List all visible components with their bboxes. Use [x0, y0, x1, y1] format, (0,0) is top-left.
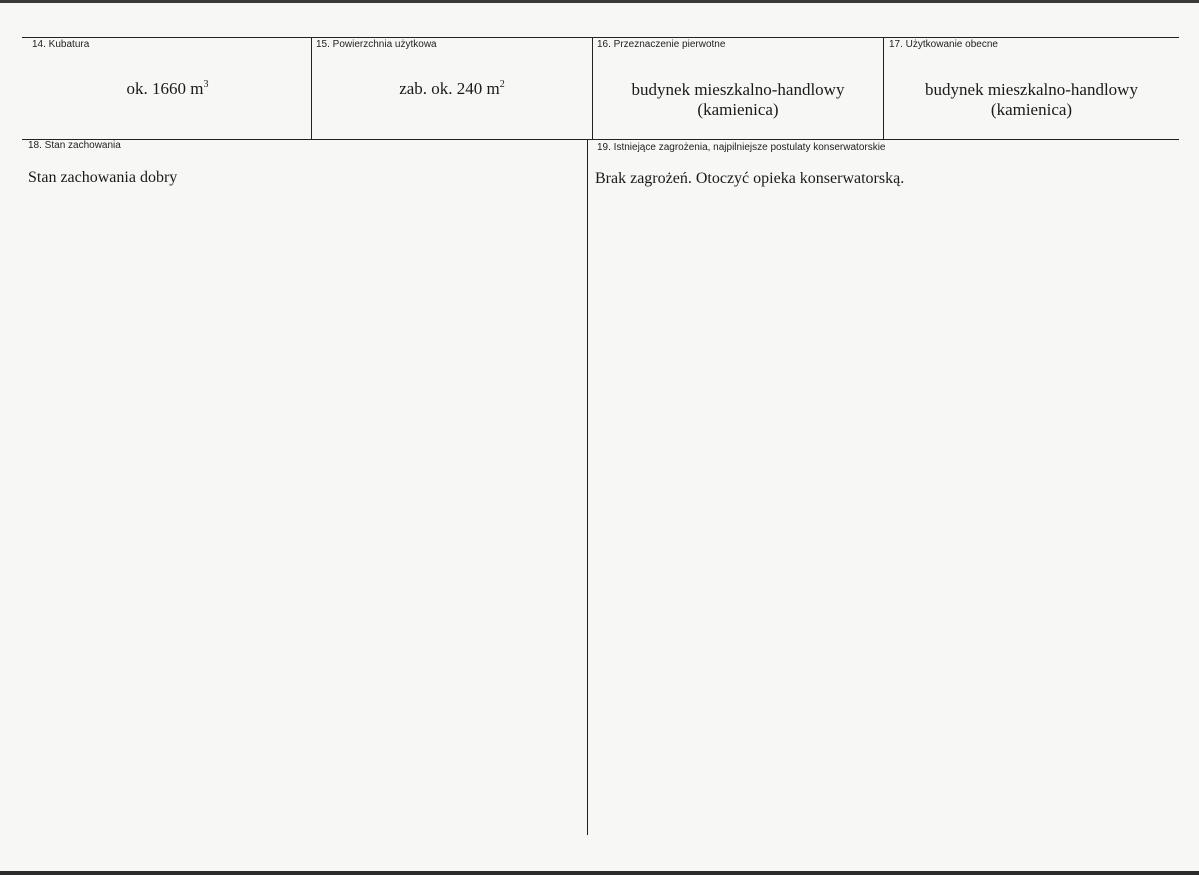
- page-bottom-edge: [0, 871, 1199, 875]
- kubatura-exponent: 3: [203, 79, 209, 90]
- zagrozenia-label: 19. Istniejące zagrożenia, najpilniejsze postulaty konserwatorskie: [597, 142, 886, 153]
- przeznaczenie-value-line1: budynek mieszkalno-handlowy: [631, 80, 845, 99]
- przeznaczenie-value-line2: (kamienica): [697, 100, 779, 119]
- stan-zachowania-text: Stan zachowania dobry: [28, 169, 178, 186]
- section-divider-lower: [587, 139, 588, 835]
- zagrozenia-text: Brak zagrożeń. Otoczyć opieka konserwatorską.: [595, 170, 905, 187]
- uzytkowanie-value-line1: budynek mieszkalno-handlowy: [925, 80, 1138, 99]
- page-top-edge: [0, 0, 1199, 3]
- uzytkowanie-label: 17. Użytkowanie obecne: [889, 39, 998, 50]
- przeznaczenie-value: [593, 80, 883, 120]
- powierzchnia-exponent: 2: [499, 79, 505, 90]
- uzytkowanie-value-line2: (kamienica): [990, 100, 1073, 119]
- kubatura-value: ok. 1660 $m^3$: [126, 79, 209, 98]
- przeznaczenie-label: 16. Przeznaczenie pierwotne: [597, 39, 726, 50]
- form-top-rule: [22, 37, 1179, 38]
- powierzchnia-value: zab. ok. 240 $m^2$: [399, 79, 505, 98]
- uzytkowanie-value: [884, 80, 1179, 120]
- powierzchnia-label: 15. Powierzchnia użytkowa: [316, 39, 437, 50]
- form-middle-rule: [22, 139, 1179, 140]
- kubatura-label: 14. Kubatura: [32, 39, 90, 50]
- stan-zachowania-label: 18. Stan zachowania: [28, 140, 121, 151]
